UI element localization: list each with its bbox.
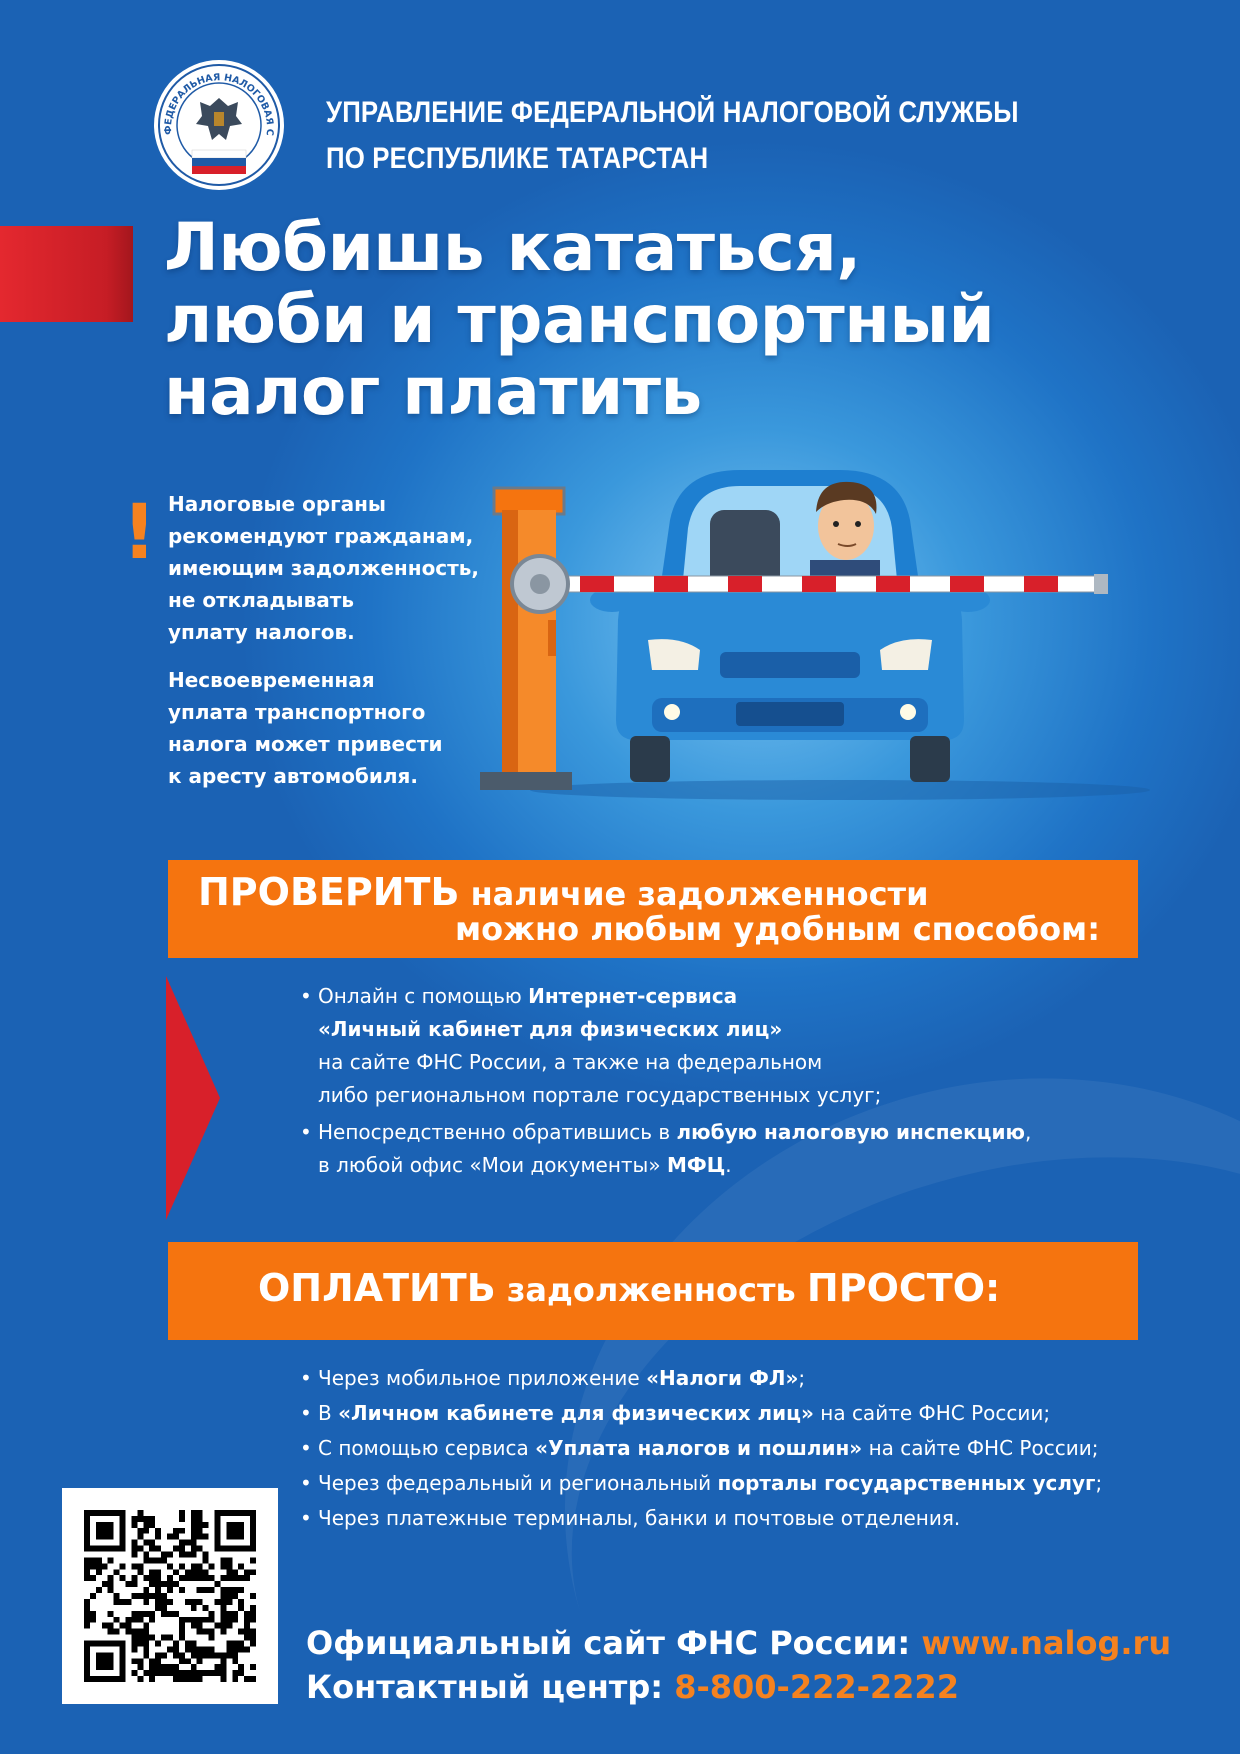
pay-debt-band (168, 1242, 1138, 1340)
item-text: Непосредственно обратившись в (318, 1120, 677, 1144)
list-item (300, 1116, 1100, 1182)
check-band-line-2: можно любым удобным способом: (454, 910, 1100, 948)
item-text: в любой офис «Мои документы» (318, 1153, 667, 1177)
item-text: . (725, 1153, 732, 1177)
list-item (300, 1432, 1150, 1465)
pay-band-middle: задолженность (495, 1271, 807, 1309)
org-line-1: УПРАВЛЕНИЕ ФЕДЕРАЛЬНОЙ НАЛОГОВОЙ СЛУЖБЫ (326, 96, 1019, 129)
list-item (300, 1397, 1150, 1430)
item-bold: Интернет-сервиса (528, 984, 738, 1008)
item-bold: любую налоговую инспекцию (676, 1120, 1025, 1144)
item-text: С помощью сервиса (318, 1436, 536, 1460)
item-text: , (1024, 1120, 1032, 1144)
wheel-right (910, 736, 950, 782)
seal-icon (152, 58, 286, 192)
warning-paragraph-2: Несвоевременная уплата транспортного налога может привести к аресту автомобиля. (168, 668, 443, 788)
qr-code[interactable] (62, 1488, 278, 1704)
qr-code-icon (84, 1510, 256, 1682)
item-bold: «Уплата налогов и пошлин» (535, 1436, 863, 1460)
item-text: либо региональном портале государственных услуг; (318, 1083, 882, 1107)
red-arrow-icon (166, 976, 220, 1220)
check-band-line-1 (198, 870, 929, 914)
contact-phone[interactable]: 8-800-222-2222 (674, 1668, 959, 1706)
red-accent-bar (0, 226, 133, 322)
car-barrier-illustration (440, 440, 1170, 800)
pay-band-bold-1: ОПЛАТИТЬ (258, 1266, 496, 1310)
pay-band-line (258, 1266, 1000, 1310)
item-text: ; (1095, 1471, 1103, 1495)
item-text: Онлайн с помощью (318, 984, 529, 1008)
item-text: Через мобильное приложение (318, 1366, 647, 1390)
check-methods-list (300, 980, 1100, 1186)
exclamation-icon: ! (122, 487, 157, 576)
item-text: Через федеральный и региональный (318, 1471, 718, 1495)
item-text: на сайте ФНС России, а также на федеральном (318, 1050, 823, 1074)
official-site-line (306, 1624, 1171, 1662)
item-text: В (318, 1401, 339, 1425)
list-item (300, 980, 1100, 1112)
headline-line-3: налог платить (164, 353, 702, 430)
seal-text: ФЕДЕРАЛЬНАЯ НАЛОГОВАЯ С (162, 72, 276, 137)
check-debt-band (168, 860, 1138, 958)
fns-seal-logo (152, 58, 286, 192)
item-bold: «Налоги ФЛ» (646, 1366, 799, 1390)
item-bold: «Личном кабинете для физических лиц» (338, 1401, 814, 1425)
site-label: Официальный сайт ФНС России: (306, 1624, 922, 1662)
site-url-link[interactable]: www.nalog.ru (921, 1624, 1172, 1662)
item-bold: МФЦ (666, 1153, 726, 1177)
warning-paragraph-1: Налоговые органы рекомендуют гражданам, имеющим задолженность, не откладывать уплату налогов. (168, 492, 479, 644)
item-text: на сайте ФНС России; (813, 1401, 1051, 1425)
item-text: на сайте ФНС России; (862, 1436, 1099, 1460)
contact-center-line (306, 1668, 959, 1706)
organization-name (326, 90, 1019, 182)
list-item (300, 1467, 1150, 1500)
item-bold: «Личный кабинет для физических лиц» (318, 1017, 783, 1041)
org-line-2: ПО РЕСПУБЛИКЕ ТАТАРСТАН (326, 142, 709, 175)
check-band-rest: наличие задолженности (459, 875, 929, 913)
item-text: Через платежные терминалы, банки и почтовые отделения. (318, 1506, 961, 1530)
headline (164, 209, 995, 430)
headline-line-1: Любишь кататься, (164, 209, 861, 286)
check-band-bold: ПРОВЕРИТЬ (198, 870, 460, 914)
item-text: ; (798, 1366, 806, 1390)
headline-line-2: люби и транспортный (164, 281, 995, 358)
list-item (300, 1362, 1150, 1395)
contact-label: Контактный центр: (306, 1668, 675, 1706)
wheel-left (630, 736, 670, 782)
list-item (300, 1502, 1150, 1535)
pay-band-bold-2: ПРОСТО: (806, 1266, 1001, 1310)
pay-methods-list (300, 1362, 1150, 1537)
item-bold: порталы государственных услуг (717, 1471, 1096, 1495)
